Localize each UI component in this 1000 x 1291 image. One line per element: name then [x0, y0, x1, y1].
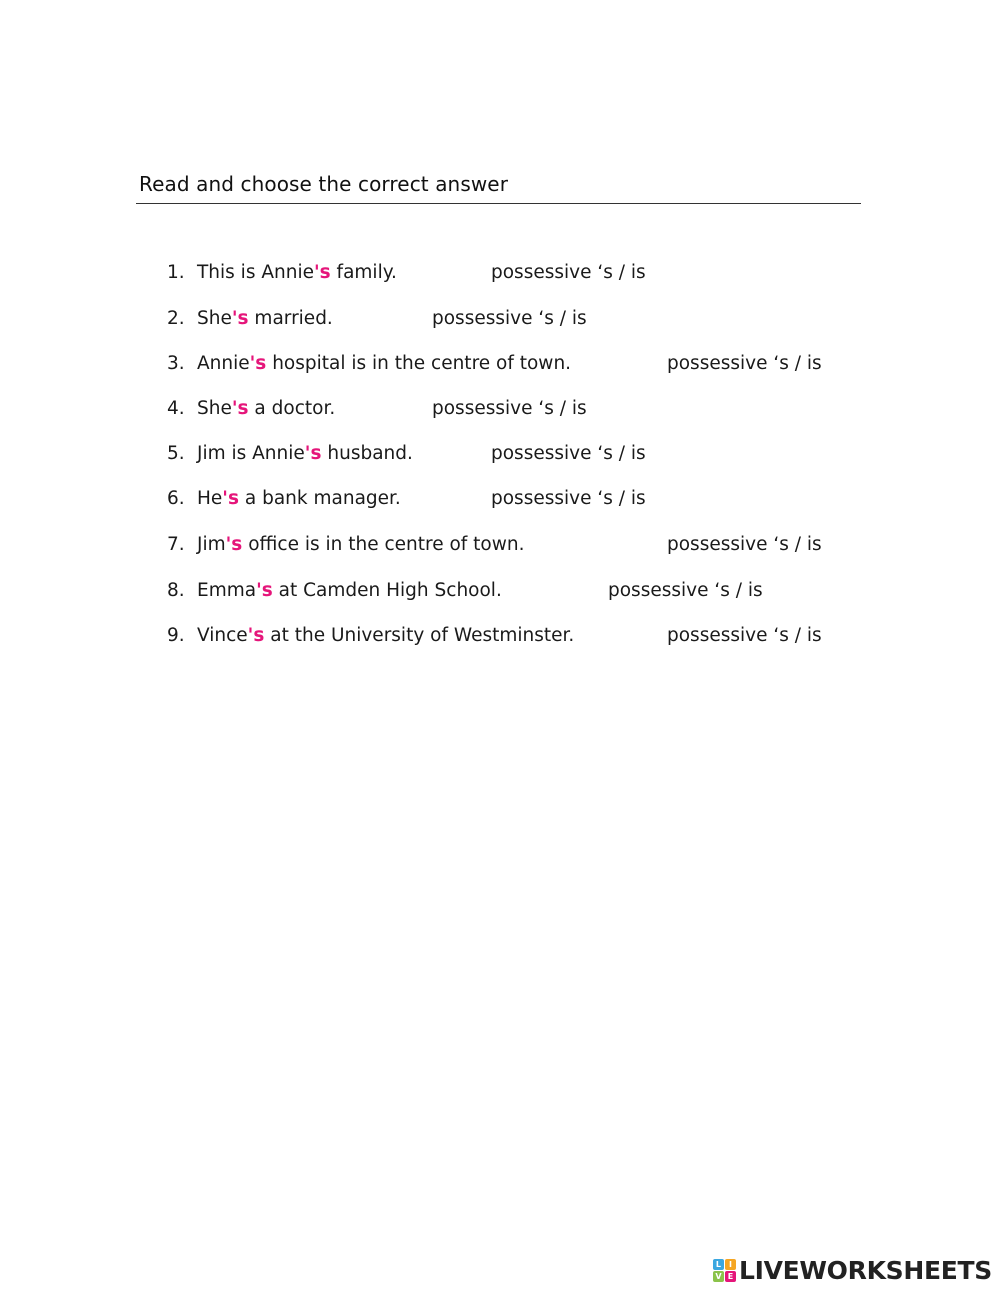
question-row: [0, 395, 1000, 423]
highlighted-s: 's: [222, 488, 239, 509]
highlighted-s: 's: [249, 353, 267, 374]
question-number: 4.: [167, 398, 185, 419]
sentence-text: This is Annie: [197, 262, 314, 283]
question-sentence: [197, 440, 413, 468]
question-number: 3.: [167, 353, 185, 374]
sentence-text: She: [197, 398, 232, 419]
logo-tile: E: [725, 1271, 736, 1282]
question-sentence: [197, 531, 525, 559]
question-row: [0, 350, 1000, 378]
logo-tile: V: [713, 1271, 724, 1282]
answer-choice-dropdown[interactable]: possessive ‘s / is: [667, 353, 822, 374]
logo-tile: I: [725, 1259, 736, 1270]
logo-wordmark: LIVEWORKSHEETS: [738, 1255, 992, 1285]
worksheet-instruction: Read and choose the correct answer: [139, 172, 509, 196]
sentence-text: married.: [248, 308, 333, 329]
sentence-text: office is in the centre of town.: [242, 534, 525, 555]
heading-divider: [136, 203, 861, 204]
sentence-text: a bank manager.: [238, 488, 401, 509]
answer-choice-dropdown[interactable]: possessive ‘s / is: [491, 488, 646, 509]
question-number: 8.: [167, 580, 185, 601]
question-number: 6.: [167, 488, 185, 509]
question-number: 9.: [167, 625, 185, 646]
highlighted-s: 's: [225, 534, 243, 555]
sentence-text: Annie: [197, 353, 250, 374]
sentence-text: Jim: [197, 534, 226, 555]
question-sentence: [197, 305, 333, 333]
logo-tiles-icon: [713, 1259, 736, 1282]
highlighted-s: 's: [247, 625, 265, 646]
sentence-text: Emma: [197, 580, 257, 601]
highlighted-s: 's: [304, 443, 322, 464]
question-row: [0, 440, 1000, 468]
sentence-text: Vince: [197, 625, 248, 646]
answer-choice-dropdown[interactable]: possessive ‘s / is: [491, 443, 646, 464]
highlighted-s: 's: [313, 262, 331, 283]
sentence-text: husband.: [321, 443, 413, 464]
answer-choice-dropdown[interactable]: possessive ‘s / is: [667, 534, 822, 555]
question-sentence: [197, 485, 401, 513]
sentence-text: hospital is in the centre of town.: [266, 353, 572, 374]
sentence-text: a doctor.: [248, 398, 336, 419]
question-row: [0, 622, 1000, 650]
highlighted-s: 's: [231, 308, 249, 329]
logo-tile: L: [713, 1259, 724, 1270]
sentence-text: at Camden High School.: [272, 580, 502, 601]
question-sentence: [197, 395, 335, 423]
question-row: [0, 531, 1000, 559]
highlighted-s: 's: [231, 398, 249, 419]
question-number: 2.: [167, 308, 185, 329]
question-sentence: [197, 577, 502, 605]
sentence-text: family.: [330, 262, 397, 283]
sentence-text: at the University of Westminster.: [264, 625, 575, 646]
answer-choice-dropdown[interactable]: possessive ‘s / is: [432, 308, 587, 329]
question-number: 5.: [167, 443, 185, 464]
question-sentence: [197, 350, 571, 378]
sentence-text: Jim is Annie: [197, 443, 305, 464]
question-number: 1.: [167, 262, 185, 283]
question-sentence: [197, 622, 574, 650]
answer-choice-dropdown[interactable]: possessive ‘s / is: [667, 625, 822, 646]
question-number: 7.: [167, 534, 185, 555]
highlighted-s: 's: [256, 580, 273, 601]
answer-choice-dropdown[interactable]: possessive ‘s / is: [491, 262, 646, 283]
question-row: [0, 577, 1000, 605]
question-row: [0, 305, 1000, 333]
sentence-text: He: [197, 488, 223, 509]
question-sentence: [197, 259, 397, 287]
answer-choice-dropdown[interactable]: possessive ‘s / is: [432, 398, 587, 419]
answer-choice-dropdown[interactable]: possessive ‘s / is: [608, 580, 763, 601]
sentence-text: She: [197, 308, 232, 329]
liveworksheets-logo: [713, 1255, 992, 1285]
question-row: [0, 259, 1000, 287]
question-row: [0, 485, 1000, 513]
